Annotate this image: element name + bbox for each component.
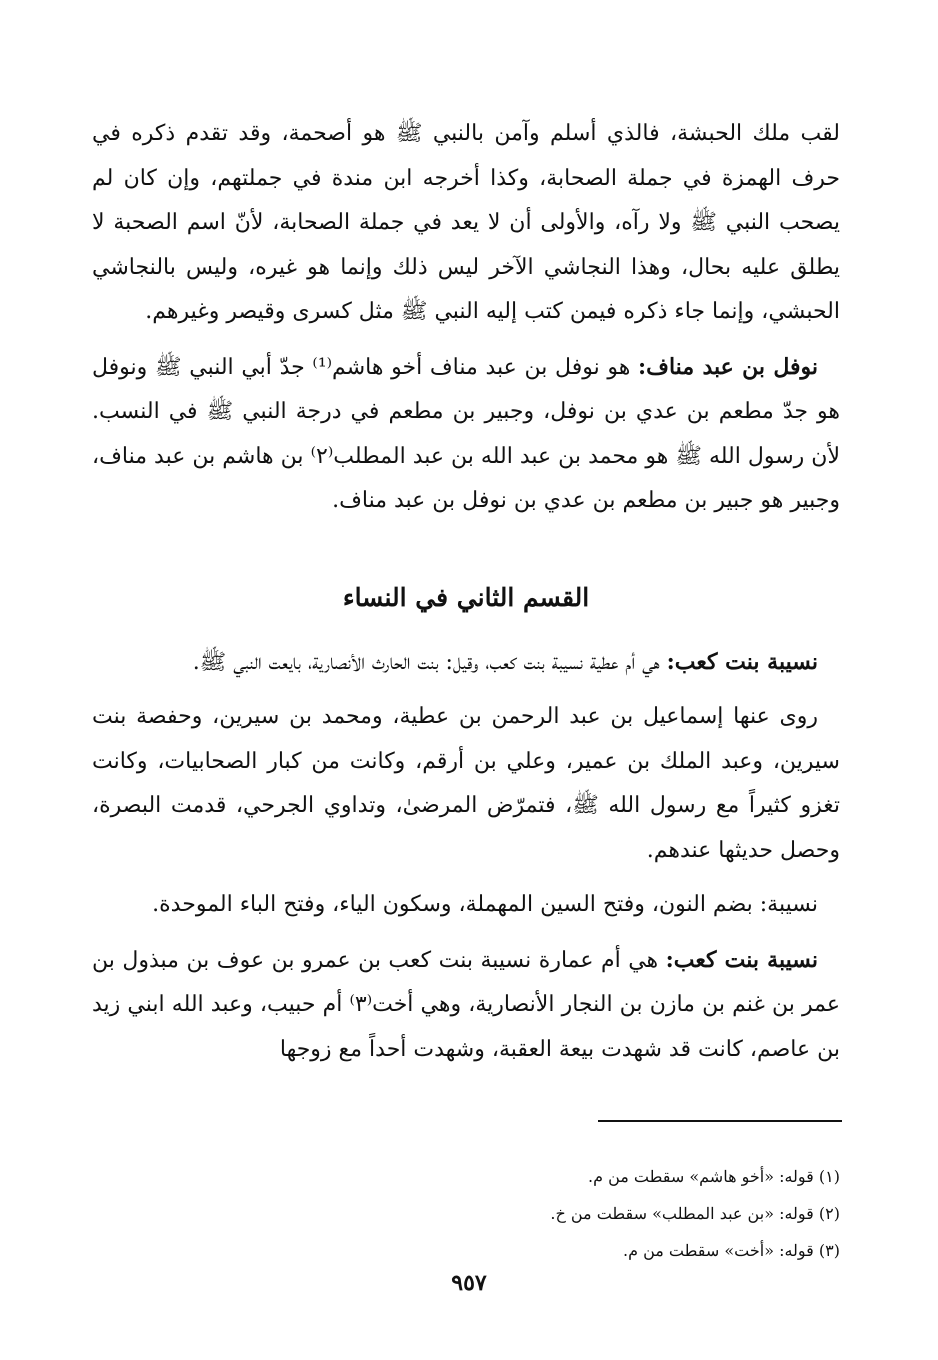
paragraph-narrators — [92, 695, 840, 873]
footnote-2: (٢) قوله: «بن عبد المطلب» سقطت من خ. — [550, 1204, 840, 1223]
entry-nusayba-umm-ammara — [92, 938, 840, 1073]
page-body — [92, 112, 840, 1072]
entry-nawfal — [92, 345, 840, 524]
footnote-divider — [598, 1120, 842, 1122]
entry-heading: نسيبة بنت كعب: — [665, 946, 818, 973]
entry-nusayba-umm-atiyya — [92, 640, 840, 686]
entry-heading: نوفل بن عبد مناف: — [638, 353, 818, 380]
footnotes — [380, 1158, 840, 1269]
paragraph-najashi — [92, 112, 840, 335]
paragraph-spelling — [92, 883, 840, 928]
footnote-3: (٣) قوله: «أخت» سقطت من م. — [623, 1241, 840, 1260]
entry-text: هو نوفل بن عبد مناف أخو هاشم⁽¹⁾ جدّ أبي النبي ﷺ ونوفل هو جدّ مطعم بن عدي بن نوفل، وجبير بن مطعم في درجة النبي ﷺ في النسب. لأن رسول الله ﷺ هو محمد بن عبد الله بن عبد المطلب⁽٢⁾ بن هاشم بن عبد مناف، وجبير هو جبير بن مطعم بن عدي بن نوفل بن عبد مناف. — [92, 354, 840, 513]
entry-text: هي أم عمارة نسيبة بنت كعب بن عمرو بن عوف بن مبذول بن عمر بن غنم بن مازن بن النجار الأنصارية، وهي أخت⁽٣⁾ أم حبيب، وعبد الله ابني زيد بن عاصم، كانت قد شهدت بيعة العقبة، وشهدت أحداً مع زوجها — [92, 947, 840, 1062]
paragraph-text: نسيبة: بضم النون، وفتح السين المهملة، وسكون الياء، وفتح الباء الموحدة. — [152, 892, 818, 917]
entry-heading: نسيبة بنت كعب: — [666, 648, 818, 675]
paragraph-text: روى عنها إسماعيل بن عبد الرحمن بن عطية، ومحمد بن سيرين، وحفصة بنت سيرين، وعبد الملك بن عمير، وعلي بن أرقم، وكانت من كبار الصحابيات، وكانت تغزو كثيراً مع رسول الله ﷺ، فتمرّض المرضىٰ، وتداوي الجرحي، قدمت البصرة، وحصل حديثها عندهم. — [92, 704, 840, 863]
section-title: القسم الثاني في النساء — [342, 582, 590, 612]
paragraph-text: لقب ملك الحبشة، فالذي أسلم وآمن بالنبي ﷺ هو أصحمة، وقد تقدم ذكره في حرف الهمزة في جملة الصحابة، وكذا أخرجه ابن مندة في جملتهم، وإن كان لم يصحب النبي ﷺ ولا رآه، والأولى أن لا يعد في جملة الصحابة، لأنّ اسم الصحبة لا يطلق عليه بحال، وهذا النجاشي الآخر ليس ذلك وإنما هو غيره، وليس بالنجاشي الحبشي، وإنما جاء ذكره فيمن كتب إليه النبي ﷺ مثل كسرى وقيصر وغيرهم. — [92, 121, 841, 324]
page-number: ٩٥٧ — [451, 1270, 487, 1296]
footnote-1: (١) قوله: «أخو هاشم» سقطت من م. — [588, 1167, 840, 1186]
entry-text: هي أم عطية نسيبة بنت كعب، وقيل: بنت الحارث الأنصارية، بايعت النبي ﷺ. — [192, 649, 660, 675]
